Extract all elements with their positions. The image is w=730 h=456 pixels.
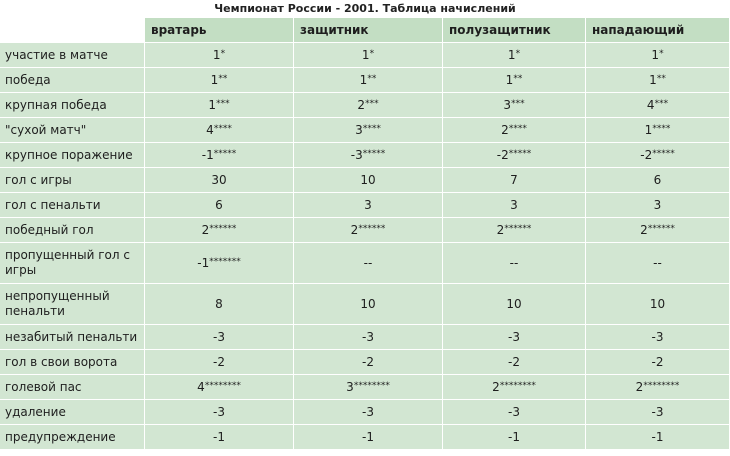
score-cell: 2****** xyxy=(294,218,443,243)
column-header-midfielder: полузащитник xyxy=(443,18,586,43)
score-cell: -3 xyxy=(586,325,730,350)
column-header-defender: защитник xyxy=(294,18,443,43)
table-row xyxy=(0,425,730,450)
row-label: голевой пас xyxy=(0,375,145,400)
table-row xyxy=(0,68,730,93)
score-cell: 4*** xyxy=(586,93,730,118)
score-cell: -1 xyxy=(586,425,730,450)
row-label: крупная победа xyxy=(0,93,145,118)
score-cell: -- xyxy=(443,243,586,284)
score-cell: -2 xyxy=(586,350,730,375)
score-cell: 7 xyxy=(443,168,586,193)
score-cell: 2****** xyxy=(443,218,586,243)
score-cell: 30 xyxy=(145,168,294,193)
column-header-goalkeeper: вратарь xyxy=(145,18,294,43)
row-label: крупное поражение xyxy=(0,143,145,168)
score-cell: -3 xyxy=(443,400,586,425)
score-cell: -1 xyxy=(443,425,586,450)
table-row xyxy=(0,284,730,325)
score-cell: 1* xyxy=(294,43,443,68)
score-cell: -2 xyxy=(443,350,586,375)
score-cell: -3 xyxy=(145,325,294,350)
score-cell: 1** xyxy=(586,68,730,93)
score-cell: 3*** xyxy=(443,93,586,118)
table-row xyxy=(0,350,730,375)
score-cell: -2***** xyxy=(443,143,586,168)
score-cell: 1** xyxy=(145,68,294,93)
score-cell: 2****** xyxy=(145,218,294,243)
table-row xyxy=(0,118,730,143)
score-cell: 1*** xyxy=(145,93,294,118)
score-cell: -- xyxy=(586,243,730,284)
score-cell: -2 xyxy=(145,350,294,375)
score-cell: 2******** xyxy=(443,375,586,400)
score-cell: 2******** xyxy=(586,375,730,400)
score-cell: -3 xyxy=(294,325,443,350)
score-cell: 2**** xyxy=(443,118,586,143)
score-cell: 10 xyxy=(294,168,443,193)
header-corner xyxy=(0,18,145,43)
table-row xyxy=(0,243,730,284)
score-cell: 2****** xyxy=(586,218,730,243)
row-label: победный гол xyxy=(0,218,145,243)
score-cell: -3 xyxy=(586,400,730,425)
row-label: "сухой матч" xyxy=(0,118,145,143)
score-cell: 1** xyxy=(443,68,586,93)
row-label: гол с пенальти xyxy=(0,193,145,218)
score-cell: 8 xyxy=(145,284,294,325)
table-row xyxy=(0,325,730,350)
column-header-forward: нападающий xyxy=(586,18,730,43)
row-label: удаление xyxy=(0,400,145,425)
row-label: гол с игры xyxy=(0,168,145,193)
score-cell: 1* xyxy=(586,43,730,68)
score-cell: -1***** xyxy=(145,143,294,168)
row-label: пропущенный гол с игры xyxy=(0,243,145,284)
score-cell: 3 xyxy=(294,193,443,218)
page-title: Чемпионат России - 2001. Таблица начислений xyxy=(214,2,516,15)
score-cell: -1******* xyxy=(145,243,294,284)
score-cell: 1* xyxy=(145,43,294,68)
row-label: победа xyxy=(0,68,145,93)
table-row xyxy=(0,193,730,218)
score-cell: 6 xyxy=(586,168,730,193)
score-cell: -2***** xyxy=(586,143,730,168)
table-row xyxy=(0,43,730,68)
table-body xyxy=(0,43,730,450)
score-cell: -1 xyxy=(145,425,294,450)
score-cell: 1**** xyxy=(586,118,730,143)
score-cell: -- xyxy=(294,243,443,284)
score-cell: 10 xyxy=(586,284,730,325)
score-cell: -3 xyxy=(443,325,586,350)
table-row xyxy=(0,168,730,193)
score-cell: 3******** xyxy=(294,375,443,400)
table-row xyxy=(0,375,730,400)
score-cell: -2 xyxy=(294,350,443,375)
score-cell: 2*** xyxy=(294,93,443,118)
scoring-table xyxy=(0,18,730,450)
score-cell: -1 xyxy=(294,425,443,450)
row-label: участие в матче xyxy=(0,43,145,68)
score-cell: 10 xyxy=(443,284,586,325)
score-cell: 3 xyxy=(443,193,586,218)
row-label: незабитый пенальти xyxy=(0,325,145,350)
score-cell: 4**** xyxy=(145,118,294,143)
row-label: предупреждение xyxy=(0,425,145,450)
score-cell: 1** xyxy=(294,68,443,93)
score-cell: 3 xyxy=(586,193,730,218)
score-cell: 6 xyxy=(145,193,294,218)
score-cell: -3***** xyxy=(294,143,443,168)
table-row xyxy=(0,93,730,118)
score-cell: -3 xyxy=(294,400,443,425)
row-label: гол в свои ворота xyxy=(0,350,145,375)
score-cell: 10 xyxy=(294,284,443,325)
row-label: непропущенный пенальти xyxy=(0,284,145,325)
table-row xyxy=(0,218,730,243)
header-row xyxy=(0,18,730,43)
score-cell: -3 xyxy=(145,400,294,425)
table-row xyxy=(0,400,730,425)
table-row xyxy=(0,143,730,168)
score-cell: 4******** xyxy=(145,375,294,400)
score-cell: 3**** xyxy=(294,118,443,143)
score-cell: 1* xyxy=(443,43,586,68)
